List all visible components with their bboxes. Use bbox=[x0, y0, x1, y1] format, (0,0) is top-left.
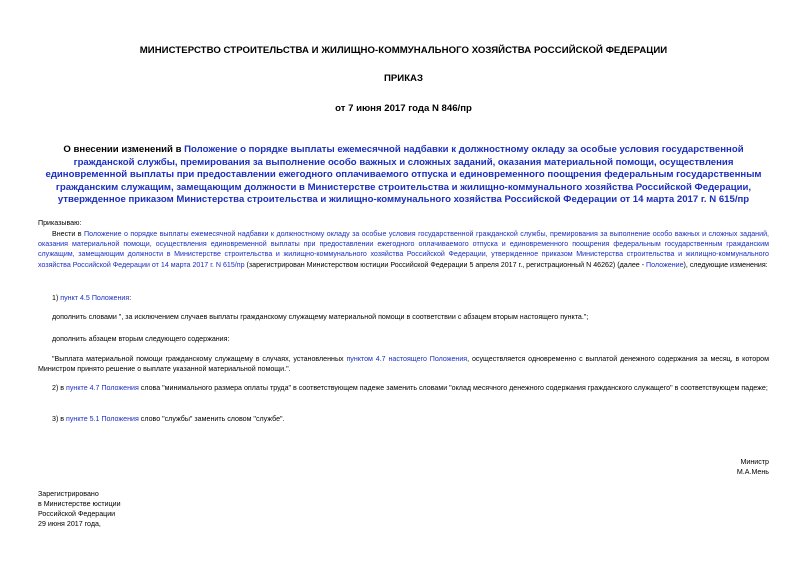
item-1 bbox=[52, 293, 769, 303]
para1-regulation-link[interactable]: Положение о порядке выплаты ежемесячной надбавки к должностному окладу за особые условия государственной гражданской службы, премирования за выполнение особо важных и сложных заданий, оказания материальной помощи, осуществления единовременной выплаты при предоставлении ежегодного оплачиваемого отпуска и единовременного поощрения федеральным государственным гражданским служащим, замещающим должности в Министерстве строительства и жилищно-коммунального хозяйства Российской Федерации, утвержденное приказом Министерства строительства и жилищно-коммунального хозяйства Российской Федерации от 14 марта 2017 г. N 615/пр bbox=[38, 230, 769, 269]
item1-prefix: 1) bbox=[52, 294, 61, 302]
item2-prefix: 2) в bbox=[52, 384, 67, 392]
title-regulation-link[interactable]: Положение о порядке выплаты ежемесячной надбавки к должностному окладу за особые условия государственной гражданской службы, премирования за выполнение особо важных и сложных заданий, оказания материальной помощи, осуществления единовременной выплаты при предоставлении ежегодного оплачиваемого отпуска и единовременного поощрения федеральным государственным гражданским служащим, замещающим должности в Министерстве строительства и жилищно-коммунального хозяйства Российской Федерации, утвержденное приказом Министерства строительства и жилищно-коммунального хозяйства Российской Федерации от 14 марта 2017 г. N 615/пр bbox=[45, 144, 762, 206]
para1-suffix: ), следующие изменения: bbox=[683, 260, 768, 269]
item-3 bbox=[52, 414, 769, 424]
item3-suffix: слово "службы" заменить словом "службе". bbox=[138, 415, 285, 423]
quoted-paragraph bbox=[38, 354, 769, 374]
para1-middle: (зарегистрирован Министерством юстиции Российской Федерации 5 апреля 2017 г., регистрационный N 46262) (далее - bbox=[244, 260, 647, 269]
document-date: от 7 июня 2017 года N 846/пр bbox=[335, 103, 472, 114]
amendment-paragraph bbox=[38, 229, 769, 270]
registration-line-2: в Министерстве юстиции bbox=[38, 500, 121, 508]
item3-prefix: 3) в bbox=[52, 415, 67, 423]
quote-prefix: "Выплата материальной помощи гражданскому служащему в случаях, установленных bbox=[52, 355, 347, 363]
item-2 bbox=[38, 383, 769, 393]
registration-line-1: Зарегистрировано bbox=[38, 490, 99, 498]
item1-link[interactable]: пункт 4.5 Положения bbox=[60, 294, 130, 302]
signature-position: Министр bbox=[740, 458, 769, 466]
quote-suffix: , осуществляется одновременно с выплатой денежного содержания за месяц, в котором Министром принято решение о выплате указанной материальной помощи.". bbox=[38, 355, 769, 374]
item1-suffix: : bbox=[129, 294, 132, 302]
title-prefix: О внесении изменений в bbox=[63, 144, 185, 155]
para1-prefix: Внести в bbox=[52, 230, 85, 238]
add-paragraph-text: дополнить абзацем вторым следующего содержания: bbox=[52, 335, 230, 343]
ministry-heading: МИНИСТЕРСТВО СТРОИТЕЛЬСТВА И ЖИЛИЩНО-КОММУНАЛЬНОГО ХОЗЯЙСТВА РОССИЙСКОЙ ФЕДЕРАЦИИ bbox=[139, 45, 668, 56]
supplement-text: дополнить словами ", за исключением случаев выплаты гражданскому служащему материальной помощи в соответствии с абзацем вторым настоящего пункта."; bbox=[52, 313, 589, 321]
item2-suffix: слова "минимального размера оплаты труда" в соответствующем падеже заменить словами "оклад месячного денежного содержания гражданского служащего" в соответствующем падеже; bbox=[138, 384, 768, 392]
registration-line-4: 29 июня 2017 года, bbox=[38, 520, 101, 528]
item3-link[interactable]: пункте 5.1 Положения bbox=[66, 415, 139, 423]
quote-link[interactable]: пунктом 4.7 настоящего Положения bbox=[346, 355, 468, 363]
registration-line-3: Российской Федерации bbox=[38, 510, 116, 518]
order-intro: Приказываю: bbox=[38, 219, 82, 227]
para1-regulation-short-link[interactable]: Положение bbox=[646, 260, 684, 269]
document-type: ПРИКАЗ bbox=[384, 73, 423, 84]
document-title bbox=[38, 144, 769, 207]
item2-link[interactable]: пункте 4.7 Положения bbox=[66, 384, 139, 392]
signature-name: М.А.Мень bbox=[736, 468, 769, 476]
